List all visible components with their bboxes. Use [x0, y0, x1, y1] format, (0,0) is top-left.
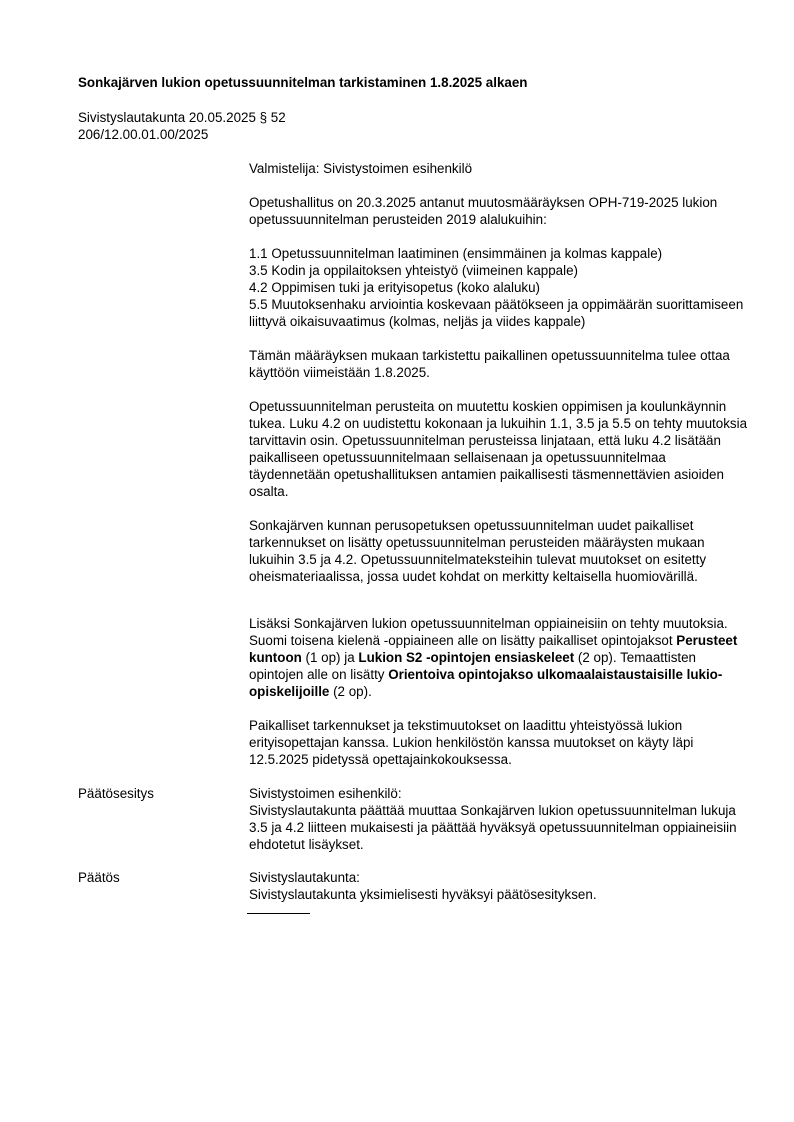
text-run: (2 op). Temaattisten opintojen alle on lisätty	[249, 650, 697, 682]
course-name-2: Lukion S2 -opintojen ensiaskeleet	[358, 650, 575, 665]
text-run: (2 op).	[329, 684, 372, 699]
case-number: 206/12.00.01.00/2025	[78, 127, 209, 142]
paragraph-5	[249, 615, 749, 700]
paragraph-6: Paikalliset tarkennukset ja tekstimuutokset on laadittu yhteistyössä lukion erityisopettajan kanssa. Lukion henkilöstön kanssa muutokset on käyty läpi 12.5.2025 pidetyssä opettajainkokouksessa.	[249, 718, 694, 767]
text-run: Lisäksi Sonkajärven lukion opetussuunnitelman oppiaineisiin on tehty muutoksia. Suomi toisena kielenä -oppiaineen alle on lisätty paikalliset opintojaksot	[249, 616, 728, 648]
preparer: Valmistelija: Sivistystoimen esihenkilö	[249, 161, 473, 176]
proposal-label: Päätösesitys	[78, 786, 154, 801]
meeting-info	[78, 109, 286, 143]
course-name-1: Perusteet kuntoon	[249, 633, 738, 665]
closing-rule	[247, 913, 310, 914]
paragraph-1: Opetushallitus on 20.3.2025 antanut muutosmääräyksen OPH-719-2025 lukion opetussuunnitelman perusteiden 2019 alalukuihin:	[249, 195, 718, 227]
decision-label: Päätös	[78, 870, 120, 885]
list-item: 5.5 Muutoksenhaku arviointia koskevaan päätökseen ja oppimäärän suorittamiseen liittyvä oikaisuvaatimus (kolmas, neljäs ja viides kappale)	[249, 297, 744, 329]
text-run: (1 op) ja	[301, 650, 359, 665]
list-item: 4.2 Oppimisen tuki ja erityisopetus (koko alaluku)	[249, 280, 541, 295]
paragraph-2: Tämän määräyksen mukaan tarkistettu paikallinen opetussuunnitelma tulee ottaa käyttöön viimeistään 1.8.2025.	[249, 348, 730, 380]
meeting-line: Sivistyslautakunta 20.05.2025 § 52	[78, 110, 286, 125]
list-item: 3.5 Kodin ja oppilaitoksen yhteistyö (viimeinen kappale)	[249, 263, 579, 278]
chapter-list	[249, 245, 749, 330]
proposal-text: Sivistyslautakunta päättää muuttaa Sonkajärven lukion opetussuunnitelman lukuja 3.5 ja 4.2 liitteen mukaisesti ja päättää hyväksyä opetussuunnitelman oppiaineisiin ehdotetut lisäykset.	[249, 803, 737, 852]
paragraph-3: Opetussuunnitelman perusteita on muutettu koskien oppimisen ja koulunkäynnin tukea. Luku 4.2 on uudistettu kokonaan ja lukuihin 1.1, 3.5 ja 5.5 on tehty muutoksia tarvittavin osin. Opetussuunnitelman perusteissa linjataan, että luku 4.2 lisätään paikalliseen opetussuunnitelmaan sellaisenaan ja opetussuunnitelmaa täydennetään opetushallituksen antamien paikallisesti täsmennettävien asioiden osalta.	[249, 399, 748, 499]
proposal-section	[249, 785, 749, 853]
course-name-3: Orientoiva opintojakso ulkomaalaistaustaisille lukio-opiskelijoille	[249, 667, 723, 699]
decision-heading: Sivistyslautakunta:	[249, 870, 360, 885]
decision-text: Sivistyslautakunta yksimielisesti hyväksyi päätösesityksen.	[249, 887, 597, 902]
document-title: Sonkajärven lukion opetussuunnitelman tarkistaminen 1.8.2025 alkaen	[78, 75, 528, 90]
list-item: 1.1 Opetussuunnitelman laatiminen (ensimmäinen ja kolmas kappale)	[249, 246, 663, 261]
decision-section	[249, 869, 749, 903]
paragraph-4: Sonkajärven kunnan perusopetuksen opetussuunnitelman uudet paikalliset tarkennukset on lisätty opetussuunnitelman perusteiden määräysten mukaan lukuihin 3.5 ja 4.2. Opetussuunnitelmateksteihin tulevat muutokset on esitetty oheismateriaalissa, jossa uudet kohdat on merkitty keltaisella huomiovärillä.	[249, 518, 707, 584]
proposal-heading: Sivistystoimen esihenkilö:	[249, 786, 402, 801]
